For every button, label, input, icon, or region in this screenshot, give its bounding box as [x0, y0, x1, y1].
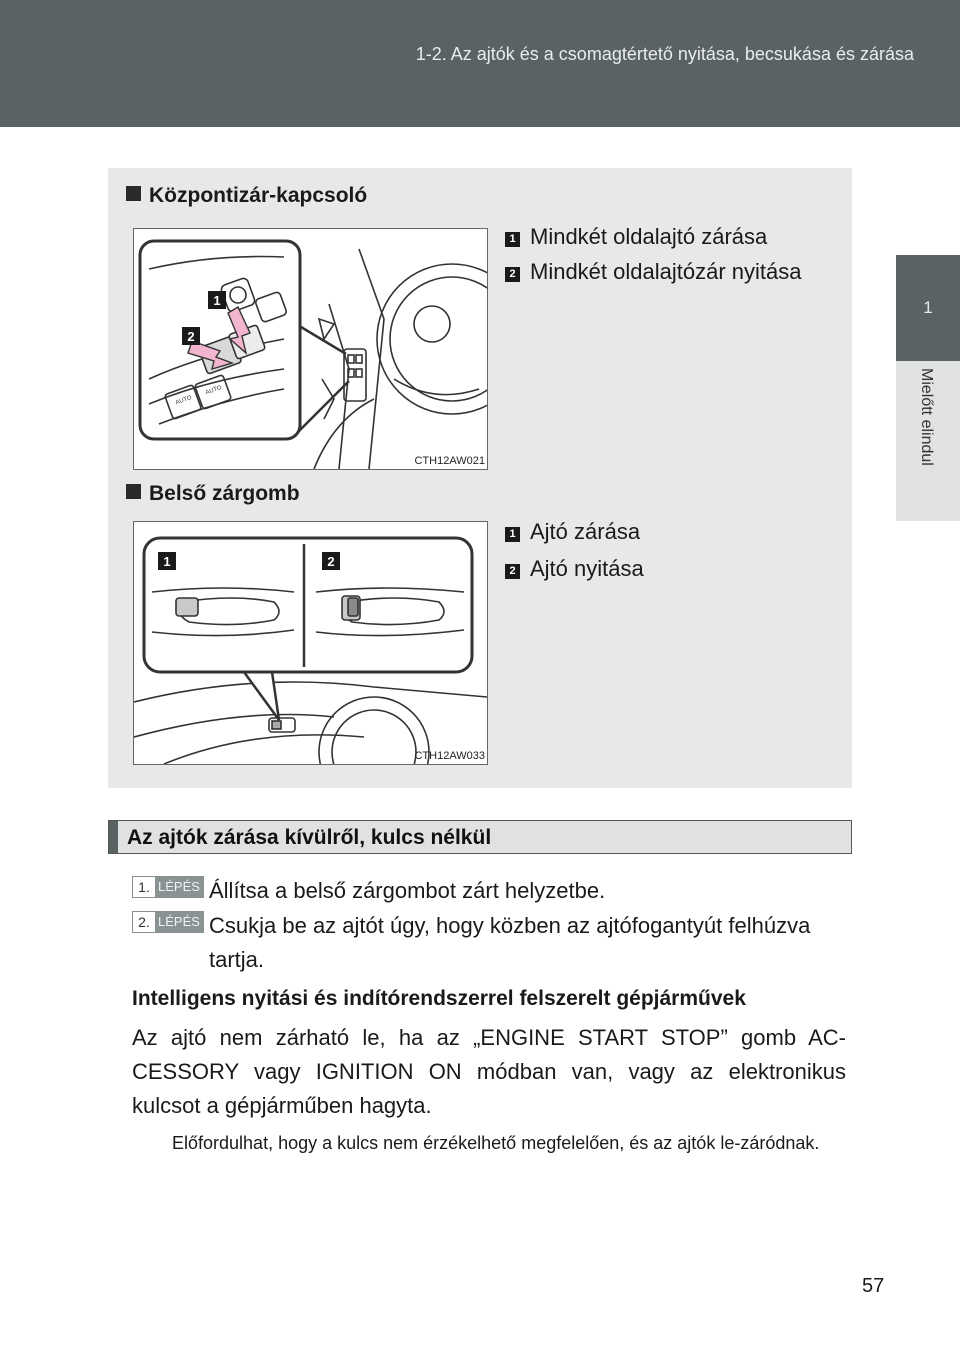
legend-item — [505, 519, 640, 545]
section-accent — [109, 821, 118, 853]
figure-callout-1: 1 — [213, 293, 221, 308]
step-badge — [132, 876, 204, 898]
legend-badge: 1 — [505, 527, 520, 542]
section-heading-bar — [108, 820, 852, 854]
step-number: 2. — [138, 914, 150, 930]
step-text: Állítsa a belső zárgombot zárt helyzetbe. — [209, 878, 606, 903]
chapter-number: 1 — [923, 298, 933, 317]
page-header — [0, 0, 960, 127]
central-lock-heading-text: Központizár-kapcsoló — [149, 184, 368, 207]
legend-text: Ajtó zárása — [530, 519, 641, 544]
step-number: 1. — [138, 879, 150, 895]
legend-badge: 2 — [505, 564, 520, 579]
central-lock-heading — [126, 184, 367, 208]
step-word: LÉPÉS — [155, 877, 203, 897]
square-bullet-icon — [126, 484, 141, 499]
legend-item — [505, 259, 801, 285]
square-bullet-icon — [126, 186, 141, 201]
legend-badge: 2 — [505, 267, 520, 282]
inner-lock-heading-text: Belső zárgomb — [149, 482, 300, 505]
figure-callout-2: 2 — [187, 329, 195, 344]
inner-lock-figure — [133, 521, 488, 765]
legend-text: Ajtó nyitása — [530, 556, 644, 581]
figure-callout-2: 2 — [327, 554, 335, 569]
central-lock-figure — [133, 228, 488, 470]
auto-label-2: AUTO — [205, 384, 223, 397]
figure-code: CTH12AW021 — [414, 455, 485, 467]
figure-code: CTH12AW033 — [414, 750, 485, 762]
chapter-label: Mielőtt elindul — [918, 368, 935, 466]
note-text: Előfordulhat, hogy a kulcs nem érzékelhető megfelelően, és az ajtók le-záródnak. — [172, 1133, 820, 1153]
central-lock-illustration — [134, 229, 487, 469]
legend-item — [505, 224, 767, 250]
header-title: 1-2. Az ajtók és a csomagtértető nyitása, becsukása és zárása — [415, 44, 914, 64]
section-title: Az ajtók zárása kívülről, kulcs nélkül — [127, 826, 492, 849]
figure-callout-1: 1 — [163, 554, 171, 569]
smart-entry-text: Az ajtó nem zárható le, ha az „ENGINE START STOP” gomb AC-CESSORY vagy IGNITION ON módban van, vagy az elektronikus kulcsot a gépjárműben hagyta. — [132, 1025, 846, 1118]
inner-lock-illustration — [134, 522, 487, 764]
chapter-tab — [896, 255, 960, 361]
step-word: LÉPÉS — [155, 912, 203, 932]
legend-badge: 1 — [505, 232, 520, 247]
step-text: Csukja be az ajtót úgy, hogy közben az ajtófogantyút felhúzva tartja. — [209, 913, 811, 972]
legend-text: Mindkét oldalajtózár nyitása — [530, 259, 802, 284]
legend-item — [505, 556, 644, 582]
inner-lock-heading — [126, 482, 300, 506]
smart-entry-heading: Intelligens nyitási és indítórendszerrel felszerelt gépjárművek — [132, 987, 746, 1010]
step-badge — [132, 911, 204, 933]
auto-label-1: AUTO — [175, 394, 193, 407]
page-number: 57 — [862, 1275, 885, 1297]
legend-text: Mindkét oldalajtó zárása — [530, 224, 768, 249]
